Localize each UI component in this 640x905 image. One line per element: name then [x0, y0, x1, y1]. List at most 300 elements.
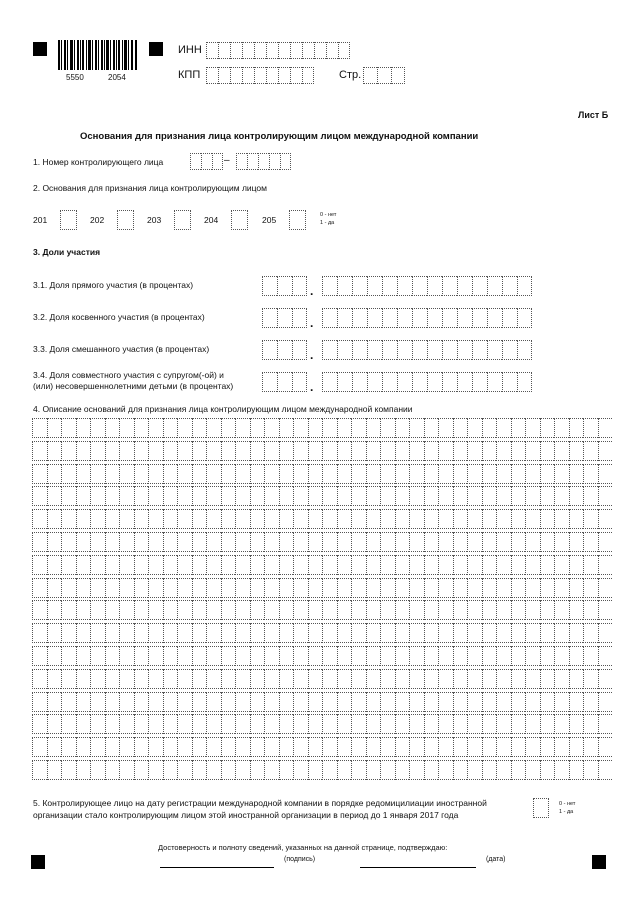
input-cell[interactable] [424, 623, 439, 643]
input-cell[interactable] [554, 737, 569, 757]
input-cell[interactable] [351, 623, 366, 643]
input-cell[interactable] [134, 555, 149, 575]
input-cell[interactable] [598, 418, 613, 438]
input-cell[interactable] [134, 692, 149, 712]
input-cell[interactable] [61, 646, 76, 666]
input-cell[interactable] [264, 646, 279, 666]
input-cell[interactable] [32, 692, 47, 712]
input-cell[interactable] [61, 714, 76, 734]
input-cell[interactable] [540, 737, 555, 757]
input-cell[interactable] [397, 276, 412, 296]
input-cell[interactable] [453, 418, 468, 438]
input-cell[interactable] [598, 600, 613, 620]
input-cell[interactable] [482, 692, 497, 712]
input-cell[interactable] [47, 418, 62, 438]
input-cell[interactable] [47, 578, 62, 598]
input-cell[interactable] [61, 441, 76, 461]
input-cell[interactable] [90, 555, 105, 575]
input-cell[interactable] [90, 418, 105, 438]
input-cell[interactable] [105, 623, 120, 643]
input-cell[interactable] [525, 692, 540, 712]
input-cell[interactable] [438, 555, 453, 575]
input-cell[interactable] [163, 464, 178, 484]
input-cell[interactable] [177, 669, 192, 689]
input-cell[interactable] [289, 210, 306, 230]
input-cell[interactable] [525, 464, 540, 484]
input-cell[interactable] [525, 737, 540, 757]
input-cell[interactable] [337, 509, 352, 529]
input-cell[interactable] [192, 646, 207, 666]
input-cell[interactable] [438, 418, 453, 438]
input-cell[interactable] [293, 623, 308, 643]
input-cell[interactable] [583, 692, 598, 712]
input-cell[interactable] [540, 555, 555, 575]
input-cell[interactable] [337, 578, 352, 598]
input-cell[interactable] [337, 464, 352, 484]
input-cell[interactable] [177, 760, 192, 780]
redomiciliation-answer-field[interactable] [533, 798, 549, 818]
input-cell[interactable] [218, 42, 230, 59]
input-cell[interactable] [409, 418, 424, 438]
description-row[interactable] [32, 578, 612, 598]
input-cell[interactable] [250, 486, 265, 506]
input-cell[interactable] [467, 441, 482, 461]
input-cell[interactable] [235, 600, 250, 620]
input-cell[interactable] [76, 486, 91, 506]
input-cell[interactable] [218, 67, 230, 84]
input-cell[interactable] [235, 578, 250, 598]
input-cell[interactable] [177, 441, 192, 461]
input-cell[interactable] [502, 372, 517, 392]
input-cell[interactable] [337, 623, 352, 643]
input-cell[interactable] [409, 555, 424, 575]
input-cell[interactable] [163, 600, 178, 620]
input-cell[interactable] [264, 486, 279, 506]
input-cell[interactable] [61, 692, 76, 712]
input-cell[interactable] [427, 340, 442, 360]
input-cell[interactable] [148, 737, 163, 757]
input-cell[interactable] [76, 669, 91, 689]
input-cell[interactable] [569, 441, 584, 461]
input-cell[interactable] [235, 646, 250, 666]
input-cell[interactable] [409, 669, 424, 689]
input-cell[interactable] [235, 760, 250, 780]
input-cell[interactable] [351, 486, 366, 506]
input-cell[interactable] [76, 555, 91, 575]
input-cell[interactable] [583, 532, 598, 552]
input-cell[interactable] [554, 578, 569, 598]
input-cell[interactable] [105, 600, 120, 620]
input-cell[interactable] [569, 486, 584, 506]
input-cell[interactable] [366, 578, 381, 598]
input-cell[interactable] [119, 532, 134, 552]
input-cell[interactable] [569, 464, 584, 484]
input-cell[interactable] [525, 623, 540, 643]
input-cell[interactable] [569, 714, 584, 734]
input-cell[interactable] [395, 418, 410, 438]
input-cell[interactable] [511, 600, 526, 620]
input-cell[interactable] [337, 646, 352, 666]
input-cell[interactable] [412, 372, 427, 392]
input-cell[interactable] [337, 308, 352, 328]
input-cell[interactable] [351, 464, 366, 484]
input-cell[interactable] [424, 737, 439, 757]
input-cell[interactable] [119, 441, 134, 461]
share-fraction-field[interactable] [322, 340, 532, 360]
input-cell[interactable] [517, 308, 532, 328]
input-cell[interactable] [134, 600, 149, 620]
input-cell[interactable] [105, 464, 120, 484]
input-cell[interactable] [308, 578, 323, 598]
input-cell[interactable] [598, 737, 613, 757]
input-cell[interactable] [453, 646, 468, 666]
input-cell[interactable] [424, 555, 439, 575]
input-cell[interactable] [395, 714, 410, 734]
input-cell[interactable] [427, 372, 442, 392]
input-cell[interactable] [61, 623, 76, 643]
description-row[interactable] [32, 714, 612, 734]
input-cell[interactable] [322, 532, 337, 552]
input-cell[interactable] [235, 418, 250, 438]
input-cell[interactable] [540, 441, 555, 461]
input-cell[interactable] [242, 67, 254, 84]
input-cell[interactable] [76, 532, 91, 552]
input-cell[interactable] [221, 669, 236, 689]
input-cell[interactable] [395, 646, 410, 666]
input-cell[interactable] [90, 737, 105, 757]
input-cell[interactable] [322, 669, 337, 689]
input-cell[interactable] [250, 737, 265, 757]
input-cell[interactable] [206, 737, 221, 757]
input-cell[interactable] [163, 555, 178, 575]
input-cell[interactable] [438, 486, 453, 506]
input-cell[interactable] [453, 760, 468, 780]
input-cell[interactable] [525, 532, 540, 552]
input-cell[interactable] [366, 646, 381, 666]
input-cell[interactable] [308, 418, 323, 438]
input-cell[interactable] [322, 372, 337, 392]
input-cell[interactable] [322, 340, 337, 360]
input-cell[interactable] [32, 509, 47, 529]
input-cell[interactable] [511, 486, 526, 506]
input-cell[interactable] [177, 646, 192, 666]
description-row[interactable] [32, 486, 612, 506]
input-cell[interactable] [292, 308, 307, 328]
input-cell[interactable] [148, 509, 163, 529]
input-cell[interactable] [496, 509, 511, 529]
input-cell[interactable] [472, 276, 487, 296]
input-cell[interactable] [32, 714, 47, 734]
input-cell[interactable] [264, 623, 279, 643]
input-cell[interactable] [517, 276, 532, 296]
input-cell[interactable] [366, 509, 381, 529]
input-cell[interactable] [308, 555, 323, 575]
input-cell[interactable] [119, 486, 134, 506]
input-cell[interactable] [569, 532, 584, 552]
input-cell[interactable] [598, 760, 613, 780]
input-cell[interactable] [554, 646, 569, 666]
input-cell[interactable] [382, 340, 397, 360]
input-cell[interactable] [293, 578, 308, 598]
input-cell[interactable] [250, 714, 265, 734]
input-cell[interactable] [487, 340, 502, 360]
input-cell[interactable] [264, 418, 279, 438]
input-cell[interactable] [351, 555, 366, 575]
input-cell[interactable] [351, 737, 366, 757]
input-cell[interactable] [90, 486, 105, 506]
input-cell[interactable] [598, 441, 613, 461]
input-cell[interactable] [76, 441, 91, 461]
input-cell[interactable] [76, 600, 91, 620]
input-cell[interactable] [569, 692, 584, 712]
input-cell[interactable] [380, 441, 395, 461]
input-cell[interactable] [177, 578, 192, 598]
input-cell[interactable] [212, 153, 223, 170]
input-cell[interactable] [47, 646, 62, 666]
input-cell[interactable] [163, 737, 178, 757]
input-cell[interactable] [90, 441, 105, 461]
input-cell[interactable] [598, 714, 613, 734]
input-cell[interactable] [502, 276, 517, 296]
input-cell[interactable] [293, 714, 308, 734]
input-cell[interactable] [105, 760, 120, 780]
input-cell[interactable] [438, 714, 453, 734]
input-cell[interactable] [163, 669, 178, 689]
input-cell[interactable] [511, 623, 526, 643]
input-cell[interactable] [395, 532, 410, 552]
input-cell[interactable] [279, 737, 294, 757]
input-cell[interactable] [351, 760, 366, 780]
reason-checkbox[interactable] [117, 210, 134, 230]
input-cell[interactable] [366, 418, 381, 438]
input-cell[interactable] [380, 714, 395, 734]
input-cell[interactable] [502, 340, 517, 360]
input-cell[interactable] [105, 532, 120, 552]
input-cell[interactable] [250, 532, 265, 552]
input-cell[interactable] [554, 532, 569, 552]
input-cell[interactable] [337, 276, 352, 296]
input-cell[interactable] [279, 600, 294, 620]
input-cell[interactable] [337, 737, 352, 757]
input-cell[interactable] [453, 509, 468, 529]
input-cell[interactable] [496, 532, 511, 552]
input-cell[interactable] [308, 464, 323, 484]
input-cell[interactable] [250, 555, 265, 575]
input-cell[interactable] [322, 646, 337, 666]
input-cell[interactable] [583, 486, 598, 506]
input-cell[interactable] [366, 555, 381, 575]
input-cell[interactable] [424, 578, 439, 598]
input-cell[interactable] [280, 153, 291, 170]
input-cell[interactable] [511, 669, 526, 689]
description-row[interactable] [32, 669, 612, 689]
input-cell[interactable] [192, 669, 207, 689]
input-cell[interactable] [206, 42, 218, 59]
input-cell[interactable] [90, 464, 105, 484]
input-cell[interactable] [117, 210, 134, 230]
input-cell[interactable] [380, 464, 395, 484]
input-cell[interactable] [496, 669, 511, 689]
input-cell[interactable] [380, 669, 395, 689]
input-cell[interactable] [119, 760, 134, 780]
input-cell[interactable] [511, 646, 526, 666]
description-row[interactable] [32, 737, 612, 757]
input-cell[interactable] [467, 646, 482, 666]
input-cell[interactable] [322, 276, 337, 296]
input-cell[interactable] [366, 600, 381, 620]
input-cell[interactable] [105, 509, 120, 529]
input-cell[interactable] [250, 509, 265, 529]
input-cell[interactable] [90, 646, 105, 666]
input-cell[interactable] [322, 509, 337, 529]
input-cell[interactable] [583, 509, 598, 529]
input-cell[interactable] [177, 692, 192, 712]
input-cell[interactable] [206, 692, 221, 712]
input-cell[interactable] [337, 760, 352, 780]
input-cell[interactable] [467, 578, 482, 598]
input-cell[interactable] [525, 578, 540, 598]
input-cell[interactable] [453, 737, 468, 757]
input-cell[interactable] [453, 600, 468, 620]
input-cell[interactable] [453, 486, 468, 506]
input-cell[interactable] [467, 555, 482, 575]
input-cell[interactable] [262, 276, 277, 296]
input-cell[interactable] [569, 737, 584, 757]
input-cell[interactable] [366, 464, 381, 484]
input-cell[interactable] [583, 714, 598, 734]
description-row[interactable] [32, 692, 612, 712]
input-cell[interactable] [134, 646, 149, 666]
input-cell[interactable] [511, 464, 526, 484]
input-cell[interactable] [351, 578, 366, 598]
input-cell[interactable] [163, 486, 178, 506]
input-cell[interactable] [487, 276, 502, 296]
input-cell[interactable] [583, 669, 598, 689]
input-cell[interactable] [598, 555, 613, 575]
input-cell[interactable] [472, 340, 487, 360]
input-cell[interactable] [533, 798, 549, 818]
input-cell[interactable] [322, 737, 337, 757]
input-cell[interactable] [337, 340, 352, 360]
input-cell[interactable] [105, 486, 120, 506]
input-cell[interactable] [250, 623, 265, 643]
share-fraction-field[interactable] [322, 276, 532, 296]
input-cell[interactable] [598, 646, 613, 666]
input-cell[interactable] [438, 646, 453, 666]
input-cell[interactable] [163, 714, 178, 734]
input-cell[interactable] [525, 669, 540, 689]
input-cell[interactable] [496, 623, 511, 643]
input-cell[interactable] [90, 714, 105, 734]
input-cell[interactable] [438, 441, 453, 461]
input-cell[interactable] [148, 646, 163, 666]
input-cell[interactable] [569, 669, 584, 689]
input-cell[interactable] [192, 737, 207, 757]
input-cell[interactable] [409, 714, 424, 734]
input-cell[interactable] [395, 623, 410, 643]
input-cell[interactable] [192, 509, 207, 529]
input-cell[interactable] [61, 418, 76, 438]
input-cell[interactable] [424, 600, 439, 620]
input-cell[interactable] [409, 532, 424, 552]
input-cell[interactable] [308, 737, 323, 757]
input-cell[interactable] [221, 578, 236, 598]
input-cell[interactable] [366, 532, 381, 552]
input-cell[interactable] [119, 464, 134, 484]
input-cell[interactable] [264, 509, 279, 529]
input-cell[interactable] [119, 669, 134, 689]
input-cell[interactable] [322, 578, 337, 598]
input-cell[interactable] [472, 308, 487, 328]
input-cell[interactable] [174, 210, 191, 230]
input-cell[interactable] [424, 441, 439, 461]
input-cell[interactable] [76, 578, 91, 598]
input-cell[interactable] [105, 441, 120, 461]
input-cell[interactable] [250, 692, 265, 712]
input-cell[interactable] [467, 623, 482, 643]
input-cell[interactable] [308, 669, 323, 689]
input-cell[interactable] [221, 737, 236, 757]
input-cell[interactable] [382, 308, 397, 328]
input-cell[interactable] [279, 714, 294, 734]
input-cell[interactable] [119, 692, 134, 712]
controlling-person-number-field-part2[interactable] [236, 153, 291, 170]
input-cell[interactable] [427, 308, 442, 328]
input-cell[interactable] [235, 464, 250, 484]
input-cell[interactable] [525, 418, 540, 438]
input-cell[interactable] [352, 340, 367, 360]
input-cell[interactable] [293, 509, 308, 529]
input-cell[interactable] [47, 623, 62, 643]
input-cell[interactable] [254, 42, 266, 59]
input-cell[interactable] [264, 737, 279, 757]
input-cell[interactable] [380, 486, 395, 506]
reason-checkbox[interactable] [289, 210, 306, 230]
input-cell[interactable] [511, 418, 526, 438]
input-cell[interactable] [540, 486, 555, 506]
input-cell[interactable] [322, 600, 337, 620]
input-cell[interactable] [308, 646, 323, 666]
input-cell[interactable] [598, 692, 613, 712]
input-cell[interactable] [192, 464, 207, 484]
input-cell[interactable] [235, 441, 250, 461]
input-cell[interactable] [221, 532, 236, 552]
input-cell[interactable] [511, 509, 526, 529]
input-cell[interactable] [163, 692, 178, 712]
input-cell[interactable] [163, 760, 178, 780]
input-cell[interactable] [47, 532, 62, 552]
input-cell[interactable] [511, 737, 526, 757]
input-cell[interactable] [242, 42, 254, 59]
description-row[interactable] [32, 441, 612, 461]
input-cell[interactable] [206, 441, 221, 461]
input-cell[interactable] [192, 578, 207, 598]
input-cell[interactable] [148, 555, 163, 575]
input-cell[interactable] [366, 669, 381, 689]
input-cell[interactable] [457, 372, 472, 392]
input-cell[interactable] [264, 669, 279, 689]
input-cell[interactable] [192, 692, 207, 712]
input-cell[interactable] [442, 308, 457, 328]
input-cell[interactable] [395, 760, 410, 780]
input-cell[interactable] [76, 464, 91, 484]
input-cell[interactable] [554, 692, 569, 712]
input-cell[interactable] [235, 555, 250, 575]
input-cell[interactable] [47, 692, 62, 712]
input-cell[interactable] [453, 692, 468, 712]
input-cell[interactable] [134, 737, 149, 757]
input-cell[interactable] [351, 646, 366, 666]
